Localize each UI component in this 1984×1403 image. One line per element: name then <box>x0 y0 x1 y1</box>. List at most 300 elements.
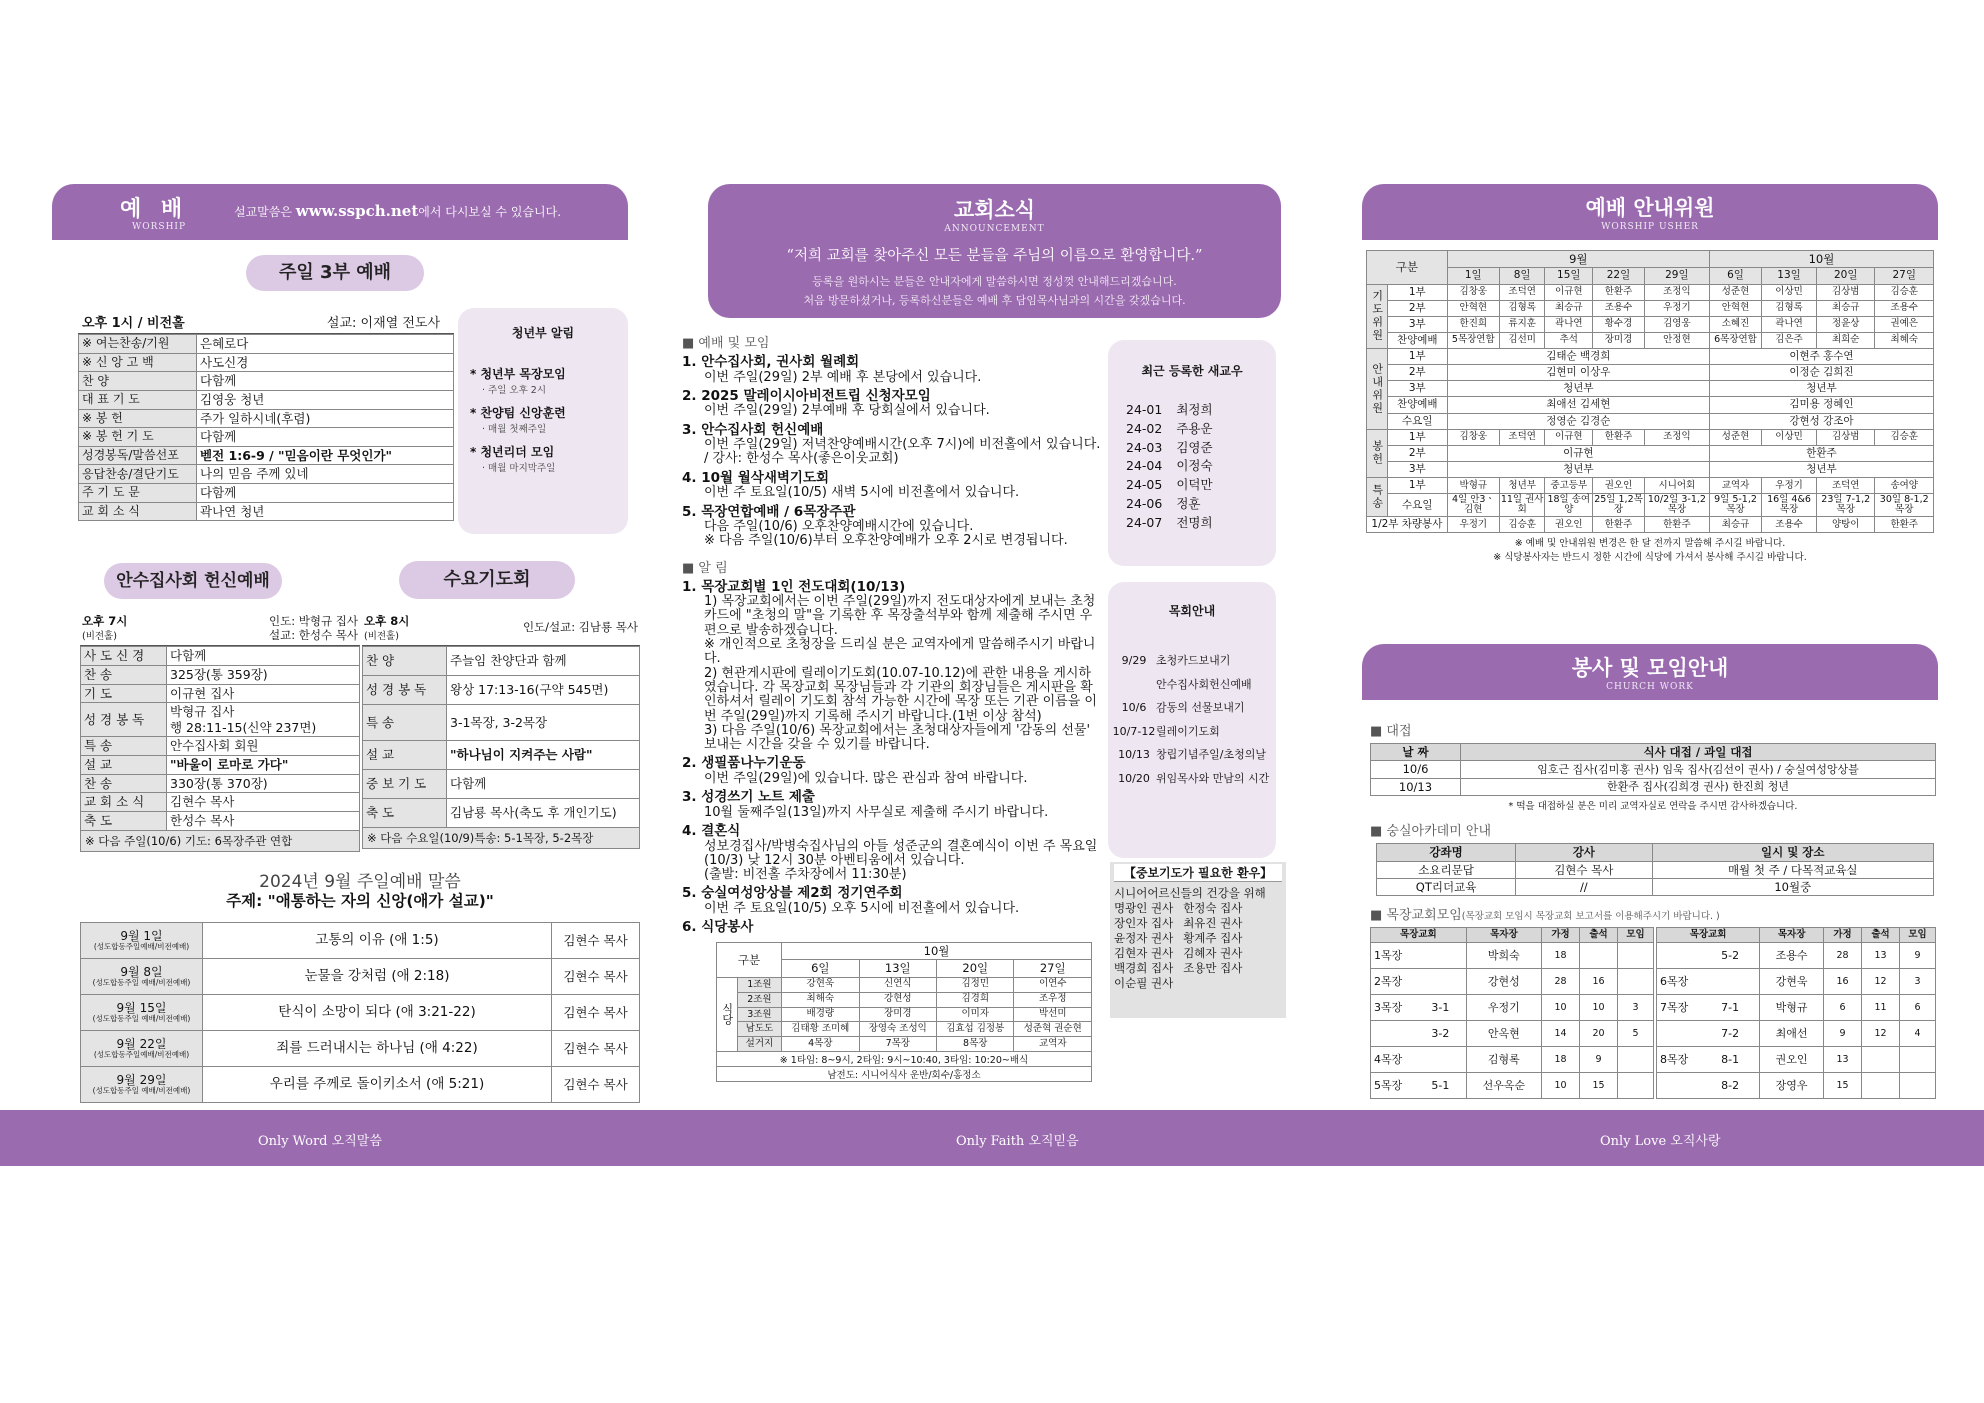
mokjang-group: 6목장 <box>1660 974 1689 988</box>
usher-cell: 교역자 <box>1709 478 1761 494</box>
usher-span-10: 이정순 김희진 <box>1709 365 1933 381</box>
usher-cell: 이규현 <box>1545 284 1593 300</box>
order-value: 다함께 <box>197 428 454 447</box>
sermon-preacher: 김현수 목사 <box>552 1067 640 1103</box>
kitchen-row-label: 2조원 <box>737 992 781 1007</box>
pastoral-text: 릴레이기도회 <box>1156 724 1220 738</box>
mokjang-sub: 7-1 <box>1721 1000 1740 1014</box>
news-items-1 <box>682 355 1102 549</box>
mokjang-head: 목장교회 <box>1657 928 1760 943</box>
usher-cell: 한환주 <box>1593 284 1645 300</box>
list-item <box>1120 457 1264 476</box>
table-row <box>81 703 360 737</box>
usher-cell: 6목장연합 <box>1709 332 1761 348</box>
mokjang-sub <box>1415 1047 1466 1072</box>
bus-cell: 우정기 <box>1447 517 1499 533</box>
sermon-date-cell <box>81 1067 203 1103</box>
mokjang-leader: 안옥현 <box>1466 1021 1541 1047</box>
usher-span-9: 청년부 <box>1447 381 1709 397</box>
usher-span-9: 정영순 김경순 <box>1447 413 1709 429</box>
footer-band <box>0 1110 1984 1166</box>
table-row <box>1657 969 1936 995</box>
list-item <box>1120 476 1264 495</box>
mokjang-leader: 강현성 <box>1466 969 1541 995</box>
wed-note: ※ 다음 수요일(10/9)특송: 5-1목장, 5-2목장 <box>362 828 640 849</box>
order-value: 은혜로다 <box>197 335 454 354</box>
news-item-title: 3. 안수집사회 헌신예배 <box>682 421 824 438</box>
usher-span-10: 청년부 <box>1709 461 1933 477</box>
kitchen-cell: 이연수 <box>1014 977 1092 992</box>
mokjang-attendance: 10 <box>1580 995 1618 1021</box>
list-item <box>1112 749 1272 761</box>
mokjang-head: 목장교회 <box>1371 928 1467 943</box>
worship-header <box>52 184 628 240</box>
usher-span-10: 이현주 홍수연 <box>1709 349 1933 365</box>
table-row <box>1657 1021 1936 1047</box>
order-label: ※ 신 앙 고 백 <box>79 353 197 372</box>
order-label: 주 기 도 문 <box>79 484 197 503</box>
service-preacher: 설교: 이재열 전도사 <box>326 316 440 331</box>
youth-item-detail: · 매월 마지막주일 <box>482 463 556 474</box>
news-item-title: 4. 결혼식 <box>682 823 741 840</box>
kitchen-cell: 김정민 <box>937 977 1014 992</box>
table-row <box>1377 844 1934 861</box>
table-row <box>363 741 640 770</box>
table-row <box>81 995 640 1031</box>
usher-note-2: ※ 식당봉사자는 반드시 정한 시간에 식당에 가셔서 봉사해 주시길 바랍니다. <box>1493 552 1807 564</box>
mokjang-table-right <box>1656 927 1936 1099</box>
prayer-list <box>1114 901 1282 991</box>
usher-cell: 최승규 <box>1816 300 1874 316</box>
table-row <box>1371 1047 1654 1073</box>
mokjang-sub: 8-2 <box>1721 1078 1740 1092</box>
dedication-label: 성 경 봉 독 <box>81 703 167 737</box>
pastoral-title: 목회안내 <box>1168 604 1216 618</box>
news-item-detail: 이번 주 토요일(10/5) 오후 5시에 비전홀에서 있습니다. <box>704 900 1020 916</box>
mokjang-head: 가정 <box>1542 928 1580 943</box>
mokjang-meetings <box>1618 969 1654 995</box>
mokjang-leader: 우정기 <box>1466 995 1541 1021</box>
mokjang-meetings <box>1900 1073 1936 1099</box>
usher-cell: 김승훈 <box>1875 429 1934 445</box>
sermon-date: 9월 1일 <box>120 929 163 944</box>
kitchen-cell: 이미자 <box>937 1007 1014 1022</box>
sermon-date: 9월 29일 <box>116 1073 167 1088</box>
bus-cell: 한환주 <box>1875 517 1934 533</box>
usher-title: 예배 안내위원 <box>1585 196 1715 220</box>
dedication-title: 안수집사회 헌신예배 <box>104 563 282 599</box>
usher-row-label: 1부 <box>1387 284 1447 300</box>
news-subtitle: ANNOUNCEMENT <box>944 224 1045 234</box>
academy-cell: 10월중 <box>1652 878 1933 895</box>
news-body <box>682 328 1102 936</box>
usher-cell: 김상범 <box>1816 429 1874 445</box>
mokjang-meetings <box>1900 1047 1936 1073</box>
table-row <box>717 1037 1092 1052</box>
mokjang-note: (목장교회 모임시 목장교회 보고서를 이용해주시기 바랍니다. ) <box>1461 911 1720 923</box>
table-row <box>717 977 1092 992</box>
usher-cell: 이상민 <box>1762 284 1817 300</box>
usher-date: 6일 <box>1709 268 1761 284</box>
dedication-value: "바울이 로마로 가다" <box>167 756 360 775</box>
news-item-detail: 다음 주일(10/6) 오후찬양예배시간에 있습니다. ※ 다음 주일(10/6)부터 오후찬양예배가 오후 2시로 변경됩니다. <box>704 519 1068 549</box>
kitchen-cell: 7목장 <box>859 1037 936 1052</box>
kitchen-date: 27일 <box>1014 960 1092 977</box>
pastoral-list <box>1112 655 1272 784</box>
newcomer-no: 24-07 <box>1126 514 1163 530</box>
table-row <box>1367 365 1934 381</box>
news-item-title: 5. 숭실여성앙상블 제2회 정기연주회 <box>682 885 903 902</box>
table-row <box>79 390 454 409</box>
dedication-order <box>80 614 360 852</box>
news-section-2: ■ 알 림 <box>682 560 728 576</box>
newcomers-title: 최근 등록한 새교우 <box>1141 364 1243 378</box>
list-item <box>1114 916 1282 931</box>
table-row <box>1367 268 1934 284</box>
newcomer-name: 최정희 <box>1176 402 1213 417</box>
usher-row-label: 2부 <box>1387 300 1447 316</box>
list-item <box>1112 702 1272 714</box>
mokjang-group-cell <box>1371 1047 1467 1073</box>
table-row <box>1367 349 1934 365</box>
worship-title: 예 배 <box>120 197 189 222</box>
table-row <box>717 943 1092 960</box>
pastoral-date: 10/7-12 <box>1112 724 1156 738</box>
usher-note-1: ※ 예배 및 안내위원 변경은 한 달 전까지 말씀해 주시길 바랍니다. <box>1514 538 1786 550</box>
mokjang-section: ■ 목장교회모임(목장교회 모임시 목장교회 보고서를 이용해주시기 바랍니다. ) <box>1370 908 1720 924</box>
table-row <box>1371 1021 1654 1047</box>
usher-cell: 이규현 <box>1545 429 1593 445</box>
wed-value: 김남룡 목사(축도 후 개인기도) <box>447 799 640 828</box>
service-section-title: 봉사 및 모임안내 <box>1571 656 1729 680</box>
kitchen-cell: 장미경 <box>859 1007 936 1022</box>
pastoral-date <box>1112 679 1156 691</box>
usher-group-side: 안내위원 <box>1367 349 1388 430</box>
table-row <box>717 1007 1092 1022</box>
usher-cell: 김창웅 <box>1447 284 1499 300</box>
news-section-1: ■ 예배 및 모임 <box>682 336 770 351</box>
treat-date: 10/6 <box>1371 761 1461 778</box>
mokjang-sub: 5-1 <box>1431 1078 1450 1092</box>
news-item-title: 4. 10월 월삭새벽기도회 <box>682 469 830 486</box>
bus-cell: 최승규 <box>1709 517 1761 533</box>
list-item <box>1120 420 1264 439</box>
newcomer-no: 24-01 <box>1126 402 1163 417</box>
table-row <box>1371 943 1654 969</box>
usher-cell: 5목장연합 <box>1447 332 1499 348</box>
usher-span-10: 강현성 강조아 <box>1709 413 1933 429</box>
usher-cell: 성준현 <box>1709 429 1761 445</box>
usher-date: 8일 <box>1499 268 1545 284</box>
mokjang-head: 모임 <box>1900 928 1936 943</box>
sermon-sub: (성도합동주일 예배/비전예배) <box>92 1013 191 1023</box>
mokjang-families: 15 <box>1824 1073 1862 1099</box>
usher-cell: 11일 권사회 <box>1500 494 1544 516</box>
mokjang-sub <box>1415 969 1466 994</box>
bus-cell: 한환주 <box>1644 517 1709 533</box>
kitchen-cell: 배경량 <box>782 1007 859 1022</box>
mokjang-group-cell <box>1657 943 1760 969</box>
news-item-title: 1. 안수집사회, 권사회 월례회 <box>682 354 860 370</box>
usher-month-9: 9월 <box>1447 251 1709 268</box>
mokjang-group-cell <box>1371 1021 1467 1047</box>
treat-head-date: 날 짜 <box>1371 744 1461 761</box>
usher-date: 20일 <box>1816 268 1874 284</box>
order-value: 주가 일하시네(후렴) <box>197 409 454 428</box>
dedication-label: 사 도 신 경 <box>81 647 167 666</box>
usher-date: 27일 <box>1875 268 1934 284</box>
treat-head-value: 식사 대접 / 과일 대접 <box>1461 744 1936 761</box>
sermon-title: 2024년 9월 주일예배 말씀 <box>259 872 461 892</box>
wed-title: 수요기도회 <box>399 561 575 599</box>
usher-cell: 김상범 <box>1816 284 1874 300</box>
mokjang-group-cell <box>1371 943 1467 969</box>
mokjang-group: 4목장 <box>1374 1052 1403 1066</box>
usher-cell: 송여양 <box>1875 478 1934 494</box>
mokjang-meetings: 3 <box>1900 969 1936 995</box>
news-items-2 <box>682 580 1102 936</box>
prayer-name: 최유진 권사 <box>1183 915 1243 930</box>
mokjang-head: 출석 <box>1862 928 1900 943</box>
usher-cell: 안혁현 <box>1709 300 1761 316</box>
prayer-name: 이순필 권사 <box>1114 975 1174 990</box>
bus-cell: 양탕이 <box>1816 517 1874 533</box>
dedication-label: 찬 송 <box>81 665 167 684</box>
prayer-name: 김현자 권사 <box>1114 945 1174 960</box>
table-row <box>1377 861 1934 878</box>
table-row <box>79 484 454 503</box>
usher-span-9: 김태순 백경희 <box>1447 349 1709 365</box>
table-row <box>79 446 454 465</box>
usher-date: 22일 <box>1593 268 1645 284</box>
kitchen-cell: 성준혁 권순현 <box>1014 1022 1092 1037</box>
mokjang-group: 1목장 <box>1374 948 1403 962</box>
usher-cell: 김형록 <box>1762 300 1817 316</box>
pastoral-date: 10/13 <box>1118 748 1150 762</box>
usher-cell: 한진희 <box>1447 316 1499 332</box>
table-row <box>1371 928 1654 943</box>
kitchen-cell: 김태황 조미혜 <box>782 1022 859 1037</box>
usher-cell: 18일 송여양 <box>1545 494 1593 517</box>
table-row <box>1367 478 1934 494</box>
worship-subtitle: WORSHIP <box>132 222 187 232</box>
mokjang-sub: 7-2 <box>1721 1026 1740 1040</box>
sermon-heading <box>80 874 640 910</box>
service-body <box>1370 716 1936 1099</box>
sermon-date-cell <box>81 995 203 1031</box>
wed-table <box>362 646 640 828</box>
youth-item-title: * 청년리더 모임 <box>470 445 555 459</box>
treat-value: 한환주 집사(김희경 권사) 한진희 청년 <box>1461 778 1936 795</box>
mokjang-families: 10 <box>1542 1073 1580 1099</box>
sermon-date-cell <box>81 1031 203 1067</box>
usher-cell: 조정익 <box>1644 429 1709 445</box>
youth-item-detail: · 매월 첫째주일 <box>482 424 547 435</box>
site-link[interactable]: www.sspch.net <box>295 202 419 220</box>
table-row <box>81 756 360 775</box>
usher-span-9: 김현미 이상우 <box>1447 365 1709 381</box>
sermon-sub: (성도합동주일 예배/비전예배) <box>92 1085 191 1095</box>
dedication-value: 330장(통 370장) <box>167 774 360 793</box>
welcome-text-2: 등록을 원하시는 분들은 안내자에게 말씀하시면 정성껏 안내해드리겠습니다. <box>812 275 1177 288</box>
table-row <box>1371 744 1936 761</box>
treat-value: 임호근 집사(김미홍 권사) 임욱 집사(김선이 권사) / 숭실여성앙상블 <box>1461 761 1936 778</box>
usher-cell: 류지훈 <box>1499 316 1545 332</box>
usher-row-label: 3부 <box>1387 381 1447 397</box>
table-row <box>1371 1073 1654 1099</box>
sermon-preacher: 김현수 목사 <box>552 1031 640 1067</box>
usher-cell: 김창웅 <box>1447 429 1499 445</box>
newcomers-box <box>1108 340 1276 566</box>
table-row <box>1371 995 1654 1021</box>
usher-cell: 정윤상 <box>1816 316 1874 332</box>
mokjang-meetings: 6 <box>1900 995 1936 1021</box>
mokjang-head: 목자장 <box>1760 928 1824 943</box>
pastoral-text: 초청카드보내기 <box>1156 654 1231 667</box>
usher-row-label: 수요일 <box>1387 413 1447 429</box>
service-section-subtitle: CHURCH WORK <box>1606 682 1694 692</box>
prayer-name: 백경희 집사 <box>1114 960 1174 975</box>
usher-row-label: 수요일 <box>1387 494 1447 517</box>
kitchen-note-1: ※ 1타임: 8~9시, 2타임: 9시~10:40, 3타임: 10:20~배식 <box>716 1052 1092 1067</box>
wed-time: 오후 8시 <box>364 614 410 628</box>
table-row <box>1657 1073 1936 1099</box>
usher-cell: 시니어회 <box>1644 478 1709 494</box>
dedication-time: 오후 7시 <box>82 614 128 628</box>
mokjang-group <box>1657 1021 1701 1046</box>
kitchen-row-label: 1조원 <box>737 977 781 992</box>
table-row <box>1367 381 1934 397</box>
newcomer-name: 김영준 <box>1176 439 1213 455</box>
usher-row-label: 3부 <box>1387 316 1447 332</box>
kitchen-cell: 김효섭 김정봉 <box>937 1022 1014 1037</box>
academy-cell: QT리더교육 <box>1377 878 1516 895</box>
usher-cell: 김선미 <box>1499 332 1545 348</box>
news-item-title: 2. 생필품나누기운동 <box>682 755 806 772</box>
mokjang-meetings: 4 <box>1900 1021 1936 1047</box>
usher-cell: 청년부 <box>1499 478 1545 494</box>
kitchen-cell: 최해숙 <box>782 992 859 1007</box>
list-item <box>1120 495 1264 514</box>
pastoral-date: 10/20 <box>1118 771 1150 785</box>
table-row <box>81 959 640 995</box>
mokjang-leader: 조용수 <box>1760 943 1824 969</box>
newcomer-name: 이정숙 <box>1176 458 1213 474</box>
pastoral-text: 창립기념주일/초청의날 <box>1156 748 1266 762</box>
pastoral-date: 10/6 <box>1121 701 1147 715</box>
table-row <box>79 465 454 484</box>
dedication-label: 특 송 <box>81 737 167 756</box>
mokjang-group-cell <box>1657 995 1760 1021</box>
mokjang-leader: 장영우 <box>1760 1073 1824 1099</box>
dedication-lead: 인도: 박형규 집사 <box>269 614 358 628</box>
treat-table <box>1370 743 1936 796</box>
mokjang-attendance: 12 <box>1862 1021 1900 1047</box>
dedication-label: 기 도 <box>81 684 167 703</box>
kitchen-cell: 조우정 <box>1014 992 1092 1007</box>
academy-cell: // <box>1516 878 1652 895</box>
treat-date: 10/13 <box>1371 778 1461 795</box>
usher-cell: 조정익 <box>1644 284 1709 300</box>
wed-label: 찬 양 <box>363 647 447 676</box>
table-row <box>1367 284 1934 300</box>
list-item <box>1114 961 1282 976</box>
newcomer-name: 전명희 <box>1176 514 1213 530</box>
wed-label: 특 송 <box>363 705 447 741</box>
mokjang-families: 9 <box>1824 1021 1862 1047</box>
academy-table <box>1376 843 1934 896</box>
table-row <box>1367 300 1934 316</box>
service-title: 주일 3부 예배 <box>246 255 424 291</box>
usher-cell: 조용수 <box>1593 300 1645 316</box>
usher-cell: 성준현 <box>1709 284 1761 300</box>
bus-cell: 한환주 <box>1593 517 1645 533</box>
mokjang-group-cell <box>1657 969 1760 995</box>
sermon-preacher: 김현수 목사 <box>552 959 640 995</box>
order-value: 벧전 1:6-9 / "믿음이란 무엇인가" <box>197 446 454 465</box>
table-row <box>81 774 360 793</box>
dedication-preach: 설교: 한성수 목사 <box>269 628 358 643</box>
mokjang-attendance: 16 <box>1580 969 1618 995</box>
dedication-label: 축 도 <box>81 811 167 830</box>
table-row <box>81 793 360 812</box>
sermon-title-cell: 죄를 드러내시는 하나님 (애 4:22) <box>203 1031 552 1067</box>
wed-label: 설 교 <box>363 741 447 770</box>
usher-cell: 황수경 <box>1593 316 1645 332</box>
wed-place: (비전홀) <box>364 631 399 643</box>
pastoral-box <box>1108 582 1276 858</box>
mokjang-attendance: 11 <box>1862 995 1900 1021</box>
prayer-name: 장인자 집사 <box>1114 915 1174 930</box>
kitchen-row-label: 남도도 <box>737 1022 781 1037</box>
order-label: ※ 봉 헌 기 도 <box>79 428 197 447</box>
mokjang-attendance <box>1862 1073 1900 1099</box>
usher-cell: 중고등부 <box>1545 478 1593 494</box>
order-value: 사도신경 <box>197 353 454 372</box>
mokjang-sub: 5-2 <box>1721 948 1740 962</box>
footer-mid: Only Faith 오직믿음 <box>956 1134 1079 1149</box>
usher-cell: 조용수 <box>1875 300 1934 316</box>
table-row <box>79 335 454 354</box>
kitchen-cell: 교역자 <box>1014 1037 1092 1052</box>
usher-cell: 25일 1,2목장 <box>1594 494 1643 516</box>
usher-cell: 최혜숙 <box>1875 332 1934 348</box>
youth-notice-title: 청년부 알림 <box>511 326 575 340</box>
sermon-preacher: 김현수 목사 <box>552 923 640 959</box>
list-item <box>1112 655 1272 667</box>
mokjang-leader: 박희숙 <box>1466 943 1541 969</box>
table-row <box>717 1022 1092 1037</box>
kitchen-date: 6일 <box>782 960 859 977</box>
mokjang-group-cell <box>1371 995 1467 1021</box>
academy-head: 강좌명 <box>1377 844 1516 861</box>
newcomer-no: 24-06 <box>1126 495 1163 511</box>
list-item <box>1120 514 1264 533</box>
dedication-value: 박형규 집사 행 28:11-15(신약 237면) <box>167 703 360 737</box>
academy-cell: 김현수 목사 <box>1516 861 1652 878</box>
mokjang-attendance: 13 <box>1862 943 1900 969</box>
mokjang-group: 3목장 <box>1374 1000 1403 1014</box>
table-row <box>1367 316 1934 332</box>
table-row <box>1657 995 1936 1021</box>
mokjang-leader: 선우옥순 <box>1466 1073 1541 1099</box>
order-value: 다함께 <box>197 484 454 503</box>
usher-cell: 소혜진 <box>1709 316 1761 332</box>
news-item-detail: 이번 주일(29일) 저녁찬양예배시간(오후 7시)에 비전홀에서 있습니다. / 강사: 한성수 목사(좋은이웃교회) <box>704 437 1101 467</box>
kitchen-service <box>716 942 1092 1082</box>
dedication-table <box>80 646 360 830</box>
prayer-name: 윤정자 권사 <box>1114 930 1174 945</box>
